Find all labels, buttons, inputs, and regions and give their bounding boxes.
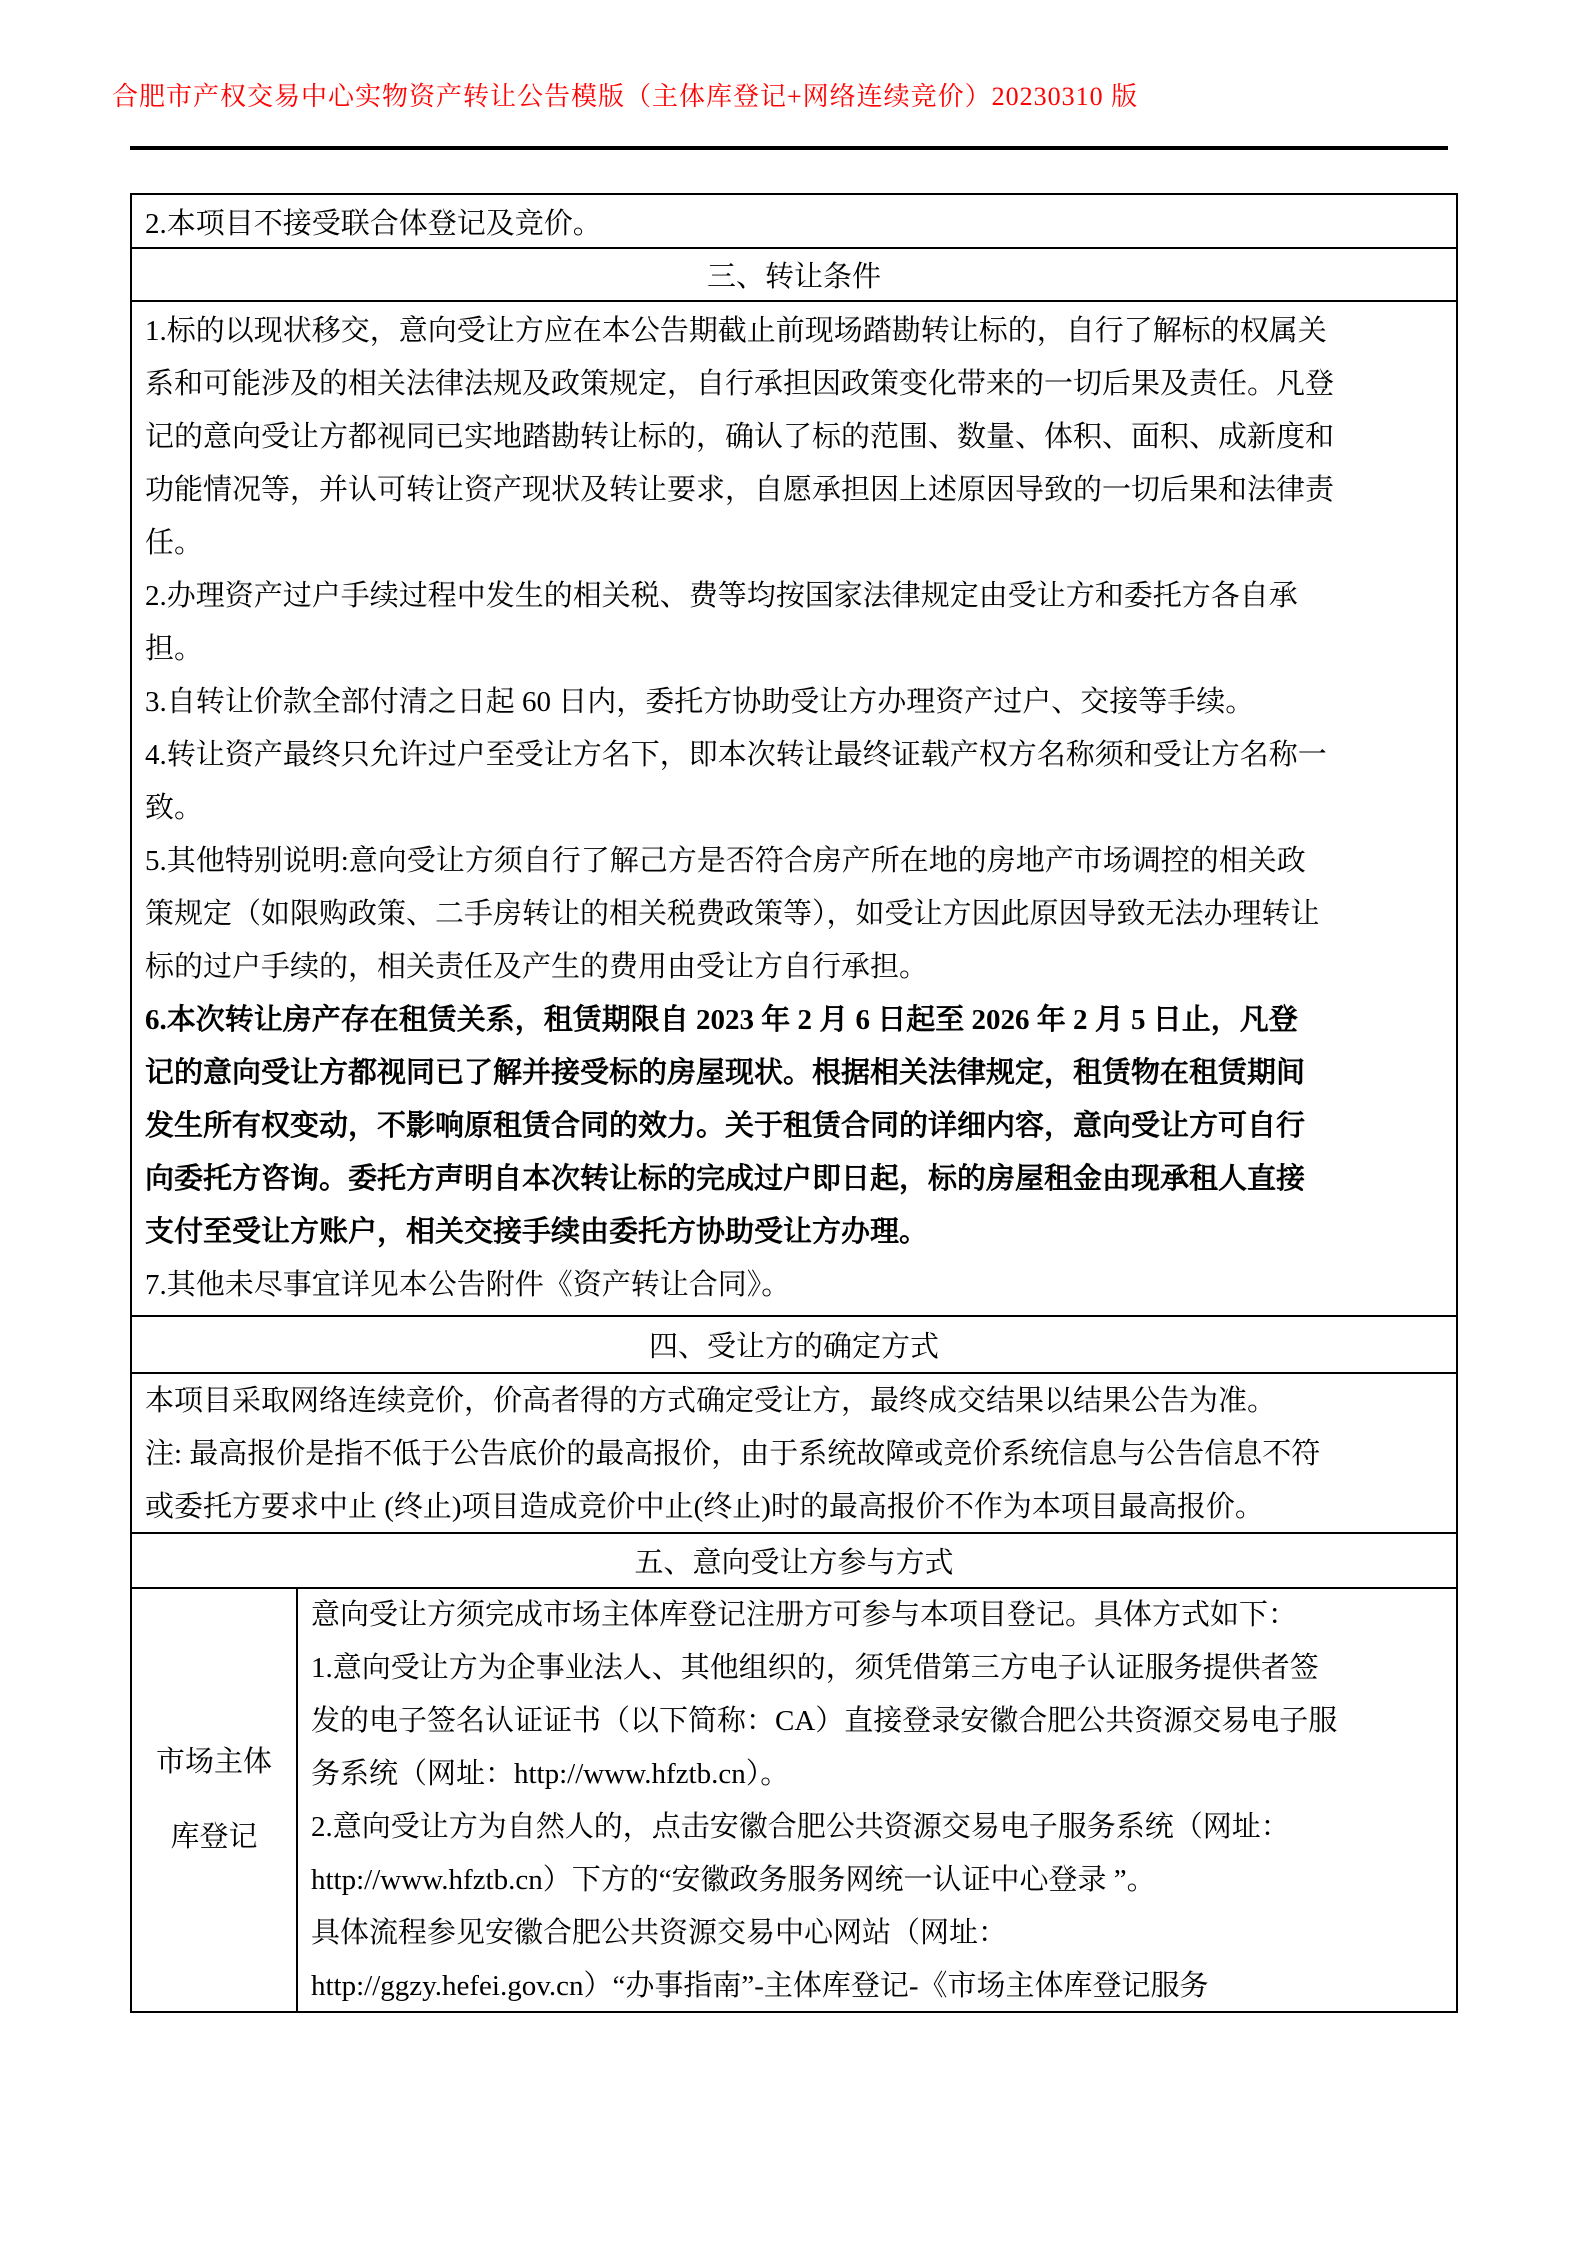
- text-line: 担。: [145, 633, 204, 665]
- transfer-conditions-cell: [132, 302, 1456, 1312]
- text-line: 2.意向受让方为自然人的，点击安徽合肥公共资源交易电子服务系统（网址：: [311, 1811, 1290, 1843]
- text-line: 意向受让方须完成市场主体库登记注册方可参与本项目登记。具体方式如下：: [311, 1599, 1298, 1631]
- text-line: 系和可能涉及的相关法律法规及政策规定，自行承担因政策变化带来的一切后果及责任。凡登: [145, 368, 1335, 400]
- text-line: http://ggzy.hefei.gov.cn）“办事指南”-主体库登记-《市场主体库登记服务: [311, 1970, 1209, 2002]
- text-line: 3.自转让价款全部付清之日起 60 日内，委托方协助受让方办理资产过户、交接等手续。: [145, 686, 1255, 718]
- text-line: 4.转让资产最终只允许过户至受让方名下，即本次转让最终证载产权方名称须和受让方名称一: [145, 739, 1327, 771]
- document-header-title: 合肥市产权交易中心实物资产转让公告模版（主体库登记+网络连续竞价）20230310 版: [112, 82, 1139, 111]
- text-line: 1.标的以现状移交，意向受让方应在本公告期截止前现场踏勘转让标的，自行了解标的权属关: [145, 315, 1327, 347]
- header-rule: [130, 146, 1448, 150]
- text-line: 5.其他特别说明:意向受让方须自行了解己方是否符合房产所在地的房地产市场调控的相关政: [145, 845, 1306, 877]
- text-line: 标的过户手续的，相关责任及产生的费用由受让方自行承担。: [145, 951, 929, 983]
- section-heading-text: 五、意向受让方参与方式: [634, 1547, 954, 1579]
- text-line: 致。: [145, 792, 204, 824]
- text-line: 库登记: [170, 1821, 258, 1853]
- text-line: 2.办理资产过户手续过程中发生的相关税、费等均按国家法律规定由受让方和委托方各自承: [145, 580, 1298, 612]
- text-line: 具体流程参见安徽合肥公共资源交易中心网站（网址：: [311, 1917, 1008, 1949]
- section-heading-text: 四、受让方的确定方式: [648, 1331, 939, 1363]
- text-line: 市场主体: [155, 1746, 272, 1778]
- text-line: 支付至受让方账户，相关交接手续由委托方协助受让方办理。: [145, 1216, 929, 1248]
- text-line: 任。: [145, 527, 204, 559]
- section-heading-participation: [132, 1532, 1456, 1587]
- joint-bid-clause-text: 2.本项目不接受联合体登记及竞价。: [145, 207, 602, 240]
- transferee-determination-row: [132, 1372, 1456, 1532]
- row-joint-bid-clause: [132, 195, 1456, 247]
- text-line: 发生所有权变动，不影响原租赁合同的效力。关于租赁合同的详细内容，意向受让方可自行: [145, 1110, 1306, 1142]
- registration-type-cell: [132, 1589, 298, 2011]
- text-line: 发的电子签名认证证书（以下简称：CA）直接登录安徽合肥公共资源交易电子服: [311, 1705, 1338, 1737]
- text-line: 记的意向受让方都视同已实地踏勘转让标的，确认了标的范围、数量、体积、面积、成新度和: [145, 421, 1335, 453]
- text-line: 1.意向受让方为企事业法人、其他组织的，须凭借第三方电子认证服务提供者签: [311, 1652, 1319, 1684]
- text-line: 注: 最高报价是指不低于公告底价的最高报价，由于系统故障或竞价系统信息与公告信息不符: [145, 1438, 1321, 1470]
- text-line: 务系统（网址：http://www.hfztb.cn）。: [311, 1758, 790, 1790]
- text-line: 策规定（如限购政策、二手房转让的相关税费政策等），如受让方因此原因导致无法办理转让: [145, 898, 1320, 930]
- text-line: 记的意向受让方都视同已了解并接受标的房屋现状。根据相关法律规定，租赁物在租赁期间: [145, 1057, 1306, 1089]
- text-line: 或委托方要求中止 (终止)项目造成竞价中止(终止)时的最高报价不作为本项目最高报价。: [145, 1491, 1264, 1523]
- section-heading-text: 三、转让条件: [706, 261, 881, 293]
- text-line: http://www.hfztb.cn）下方的“安徽政务服务网统一认证中心登录 ”。: [311, 1864, 1156, 1896]
- text-line: 7.其他未尽事宜详见本公告附件《资产转让合同》。: [145, 1269, 791, 1301]
- text-line: 6.本次转让房产存在租赁关系，租赁期限自 2023 年 2 月 6 日起至 2026 年 2 月 5 日止，凡登: [145, 1004, 1298, 1036]
- transfer-conditions-row: [132, 300, 1456, 1315]
- section-heading-transferee-determination: [132, 1315, 1456, 1372]
- transferee-determination-cell: [132, 1374, 1456, 1532]
- registration-method-cell: [298, 1589, 1456, 2011]
- participation-row: [132, 1587, 1456, 2011]
- text-line: 功能情况等，并认可转让资产现状及转让要求，自愿承担因上述原因导致的一切后果和法律责: [145, 474, 1335, 506]
- section-heading-transfer-conditions: [132, 247, 1456, 300]
- text-line: 本项目采取网络连续竞价，价高者得的方式确定受让方，最终成交结果以结果公告为准。: [145, 1385, 1277, 1417]
- text-line: 向委托方咨询。委托方声明自本次转让标的完成过户即日起，标的房屋租金由现承租人直接: [145, 1163, 1306, 1195]
- announcement-table: [130, 193, 1458, 2013]
